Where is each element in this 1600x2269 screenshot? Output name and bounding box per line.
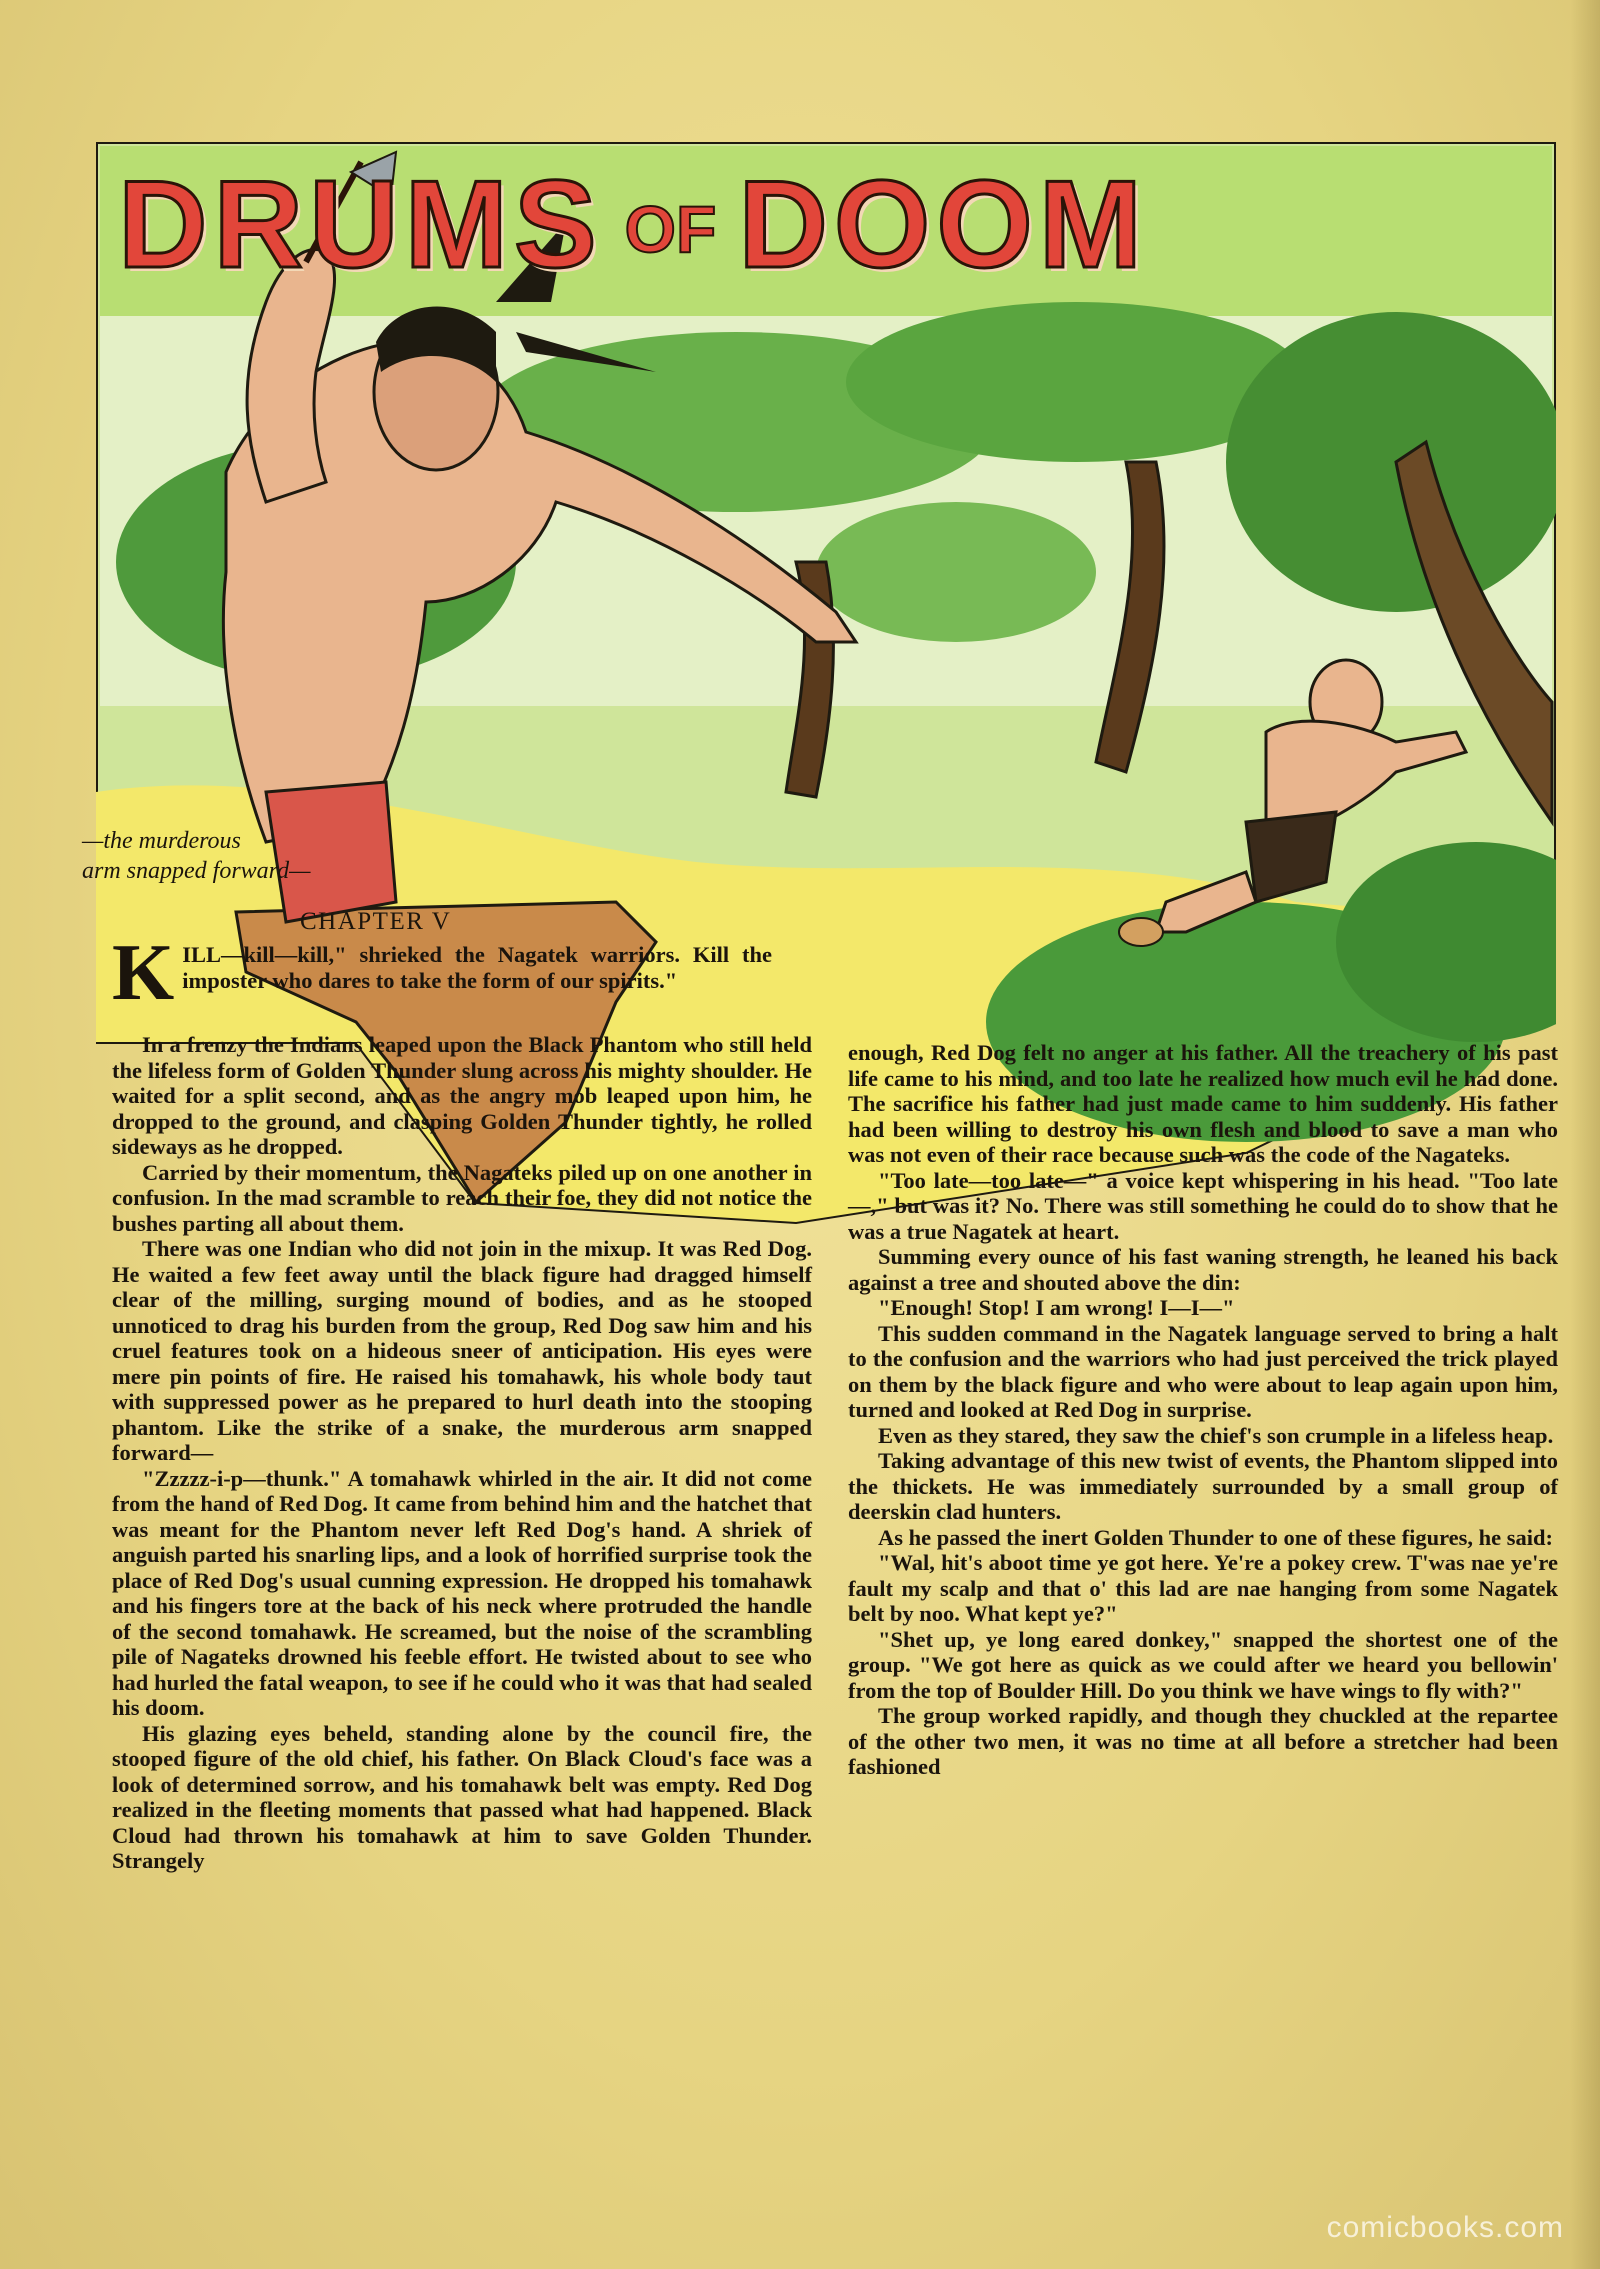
story-title (118, 150, 1538, 300)
drop-cap: K (112, 929, 175, 1017)
paragraph: Even as they stared, they saw the chief's son crumple in a lifeless heap. (878, 1422, 1554, 1448)
paragraph: Carried by their momentum, the Nagateks piled up on one another in confusion. In the mad scramble to reach their foe, they did not notice the bushes parting all about them. (112, 1159, 812, 1236)
title-word-doom: DOOM (738, 156, 1149, 294)
opening-text: ILL—kill—kill," shrieked the Nagatek warriors. Kill the imposter who dares to take the form of our spirits." (182, 942, 772, 993)
paragraph: This sudden command in the Nagatek language served to bring a halt to the confusion and the warriors who had just perceived the trick played on them by the black figure and who were about to leap again upon him, turned and looked at Red Dog in surprise. (848, 1320, 1558, 1422)
paragraph: "Wal, hit's aboot time ye got here. Ye're a pokey crew. T'was nae ye're fault my scalp and that o' this lad are nae hanging from some Nagatek belt by noo. What kept ye?" (848, 1550, 1558, 1626)
site-watermark: comicbooks.com (1326, 2211, 1564, 2244)
paragraph: In a frenzy the Indians leaped upon the Black Phantom who still held the lifeless form of Golden Thunder slung across his mighty shoulder. He waited for a split second, and as the angry mob leaped upon him, he dropped to the ground, and clasping Golden Thunder tightly, he rolled sideways as he dropped. (112, 1032, 812, 1159)
caption-line-1: —the murderous (82, 828, 241, 854)
paragraph: "Too late—too late—" a voice kept whispering in his head. "Too late—," but was it? No. There was still something he could do to show that he was a true Nagatek at heart. (848, 1167, 1558, 1244)
paragraph: As he passed the inert Golden Thunder to one of these figures, he said: (878, 1524, 1554, 1550)
paragraph: Summing every ounce of his fast waning strength, he leaned his back against a tree and shouted above the din: (848, 1244, 1558, 1295)
paragraph: There was one Indian who did not join in the mixup. It was Red Dog. He waited a few feet away until the black figure had dragged himself clear of the milling, surging mound of bodies, and as he stooped unnoticed to drag his burden from the group, Red Dog saw him and his cruel features took on a hideous sneer of anticipation. His eyes were mere pin points of fire. He raised his tomahawk, his whole body taut with suppressed power as he prepared to hurl death into the stooping phantom. Like the strike of a snake, the murderous arm snapped forward— (112, 1236, 812, 1465)
paragraph: enough, Red Dog felt no anger at his father. All the treachery of his past life came to his mind, and too late he realized how much evil he had done. The sacrifice his father had just made came to him suddenly. His father had been willing to destroy his own flesh and blood to save a man who was not even of their race because such was the code of the Nagateks. (848, 1040, 1558, 1167)
opening-paragraph (112, 929, 772, 1017)
paragraph: His glazing eyes beheld, standing alone by the council fire, the stooped figure of the old chief, his father. On Black Cloud's face was a look of determined sorrow, and his tomahawk belt was empty. Red Dog realized in the fleeting moments that passed what had happened. Black Cloud had thrown his tomahawk at him to save Golden Thunder. Strangely (112, 1720, 812, 1873)
paragraph: Taking advantage of this new twist of events, the Phantom slipped into the thickets. He was immediately surrounded by a small group of deerskin clad hunters. (848, 1448, 1558, 1524)
title-word-of: OF (624, 192, 717, 266)
chapter-heading: CHAPTER V (300, 908, 452, 935)
paragraph: "Enough! Stop! I am wrong! I—I—" (878, 1295, 1235, 1320)
paragraph: "Shet up, ye long eared donkey," snapped the shortest one of the group. "We got here as quick as we could after we heard you bellowin' from the top of Boulder Hill. Do you think we have wings to fly with?" (848, 1626, 1558, 1703)
title-word-drums: DRUMS (118, 156, 603, 294)
page-edge-shadow (1570, 0, 1600, 2269)
paragraph: "Zzzzz-i-p—thunk." A tomahawk whirled in the air. It did not come from the hand of Red Dog. It came from behind him and the hatchet that was meant for the Phantom never left Red Dog's hand. A shriek of anguish parted his snarling lips, and a look of horrified surprise took the place of Red Dog's usual cunning expression. He dropped his tomahawk and his fingers tore at the back of his neck where protruded the handle of the second tomahawk. He screamed, but the noise of the scrambling pile of Nagateks drowned his feeble effort. He twisted about to see who had hurled the fatal weapon, to see if he could who it was that had sealed his doom. (112, 1465, 812, 1720)
column-1-opening (112, 929, 772, 1017)
column-1 (112, 1032, 812, 1874)
column-2 (848, 1040, 1558, 1780)
illustration-caption (82, 826, 342, 886)
caption-line-2: arm snapped forward— (82, 858, 311, 884)
paragraph: The group worked rapidly, and though they chuckled at the repartee of the other two men, it was no time at all before a stretcher had been fashioned (848, 1703, 1558, 1779)
